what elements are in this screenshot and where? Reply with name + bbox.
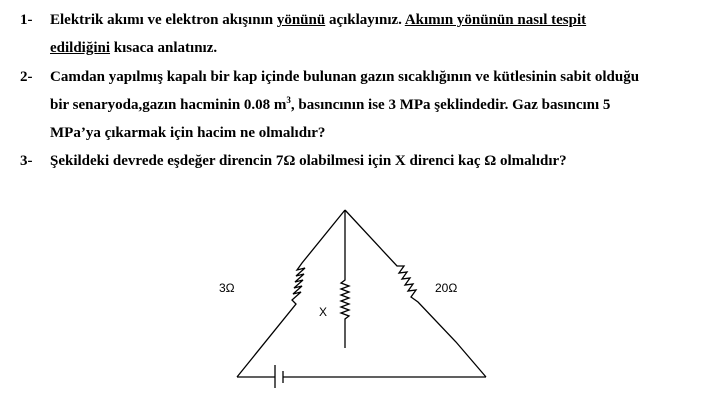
- question-2: [20, 63, 639, 147]
- middle-branch-wire: [341, 210, 349, 348]
- question-1-line-1: [50, 6, 586, 34]
- right-branch-wire: [345, 210, 486, 377]
- question-3-line-1: Şekildeki devrede eşdeğer direncin 7Ω olabilmesi için X direnci kaç Ω olmalıdır?: [50, 153, 567, 169]
- question-1-underlined-edildigini: edildiğini: [50, 40, 111, 56]
- question-number: 3-: [20, 153, 33, 169]
- question-2-line-2: [50, 91, 639, 119]
- question-number: 2-: [20, 69, 33, 85]
- superscript-cubed: 3: [286, 95, 291, 105]
- question-2-text: , basıncının ise 3 MPa şeklindedir. Gaz basıncını 5: [290, 97, 611, 113]
- right-resistor-label: 20Ω: [435, 281, 458, 295]
- question-number: 1-: [20, 12, 33, 28]
- circuit-diagram: [200, 200, 500, 400]
- question-2-line-3: MPa’ya çıkarmak için hacim ne olmalıdır?: [50, 125, 326, 141]
- question-2-line-1: Camdan yapılmış kapalı bir kap içinde bulunan gazın sıcaklığının ve kütlesinin sabit olduğu: [50, 69, 640, 85]
- left-branch-wire: [237, 210, 345, 377]
- question-1: [20, 6, 586, 62]
- question-3: [20, 147, 567, 175]
- question-1-underlined-tespit: Akımın yönünün nasıl tespit: [404, 12, 587, 28]
- question-1-text: açıklayınız.: [325, 12, 405, 28]
- question-1-line-2: [50, 34, 586, 62]
- left-resistor-label: 3Ω: [219, 281, 235, 295]
- question-2-text: bir senaryoda,gazın hacminin 0.08 m: [50, 97, 287, 113]
- question-1-underlined-yonunu: yönünü: [276, 12, 326, 28]
- question-1-text: kısaca anlatınız.: [110, 40, 218, 56]
- middle-resistor-label: X: [319, 305, 328, 319]
- question-1-text: Elektrik akımı ve elektron akışının: [50, 12, 277, 28]
